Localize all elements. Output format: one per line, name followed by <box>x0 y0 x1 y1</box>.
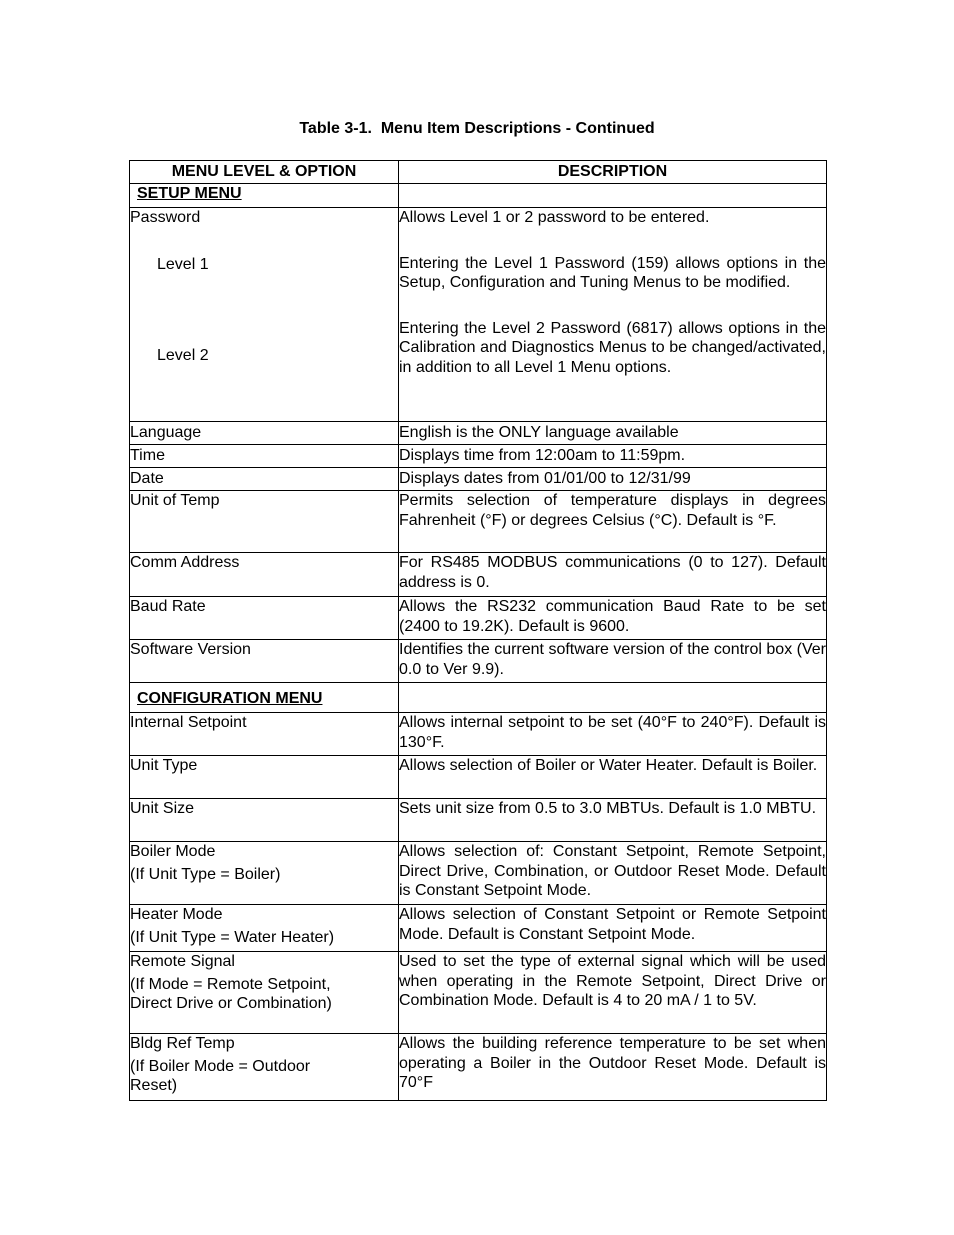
option-description: Allows selection of: Constant Setpoint, Remote Setpoint, Direct Drive, Combination, or Outdoor Reset Mode. Default is Constant Setpoint Mode. <box>399 843 826 899</box>
table-row <box>130 445 827 468</box>
option-description: Identifies the current software version of the control box (Ver 0.0 to Ver 9.9). <box>399 641 826 678</box>
table-row <box>130 422 827 445</box>
option-description: Allows the building reference temperature to be set when operating a Boiler in the Outdoor Reset Mode. Default is 70°F <box>399 1035 826 1091</box>
option-label: Remote Signal <box>130 953 235 970</box>
table-row <box>130 491 827 553</box>
option-label: Baud Rate <box>130 598 206 615</box>
option-label-password: Password <box>130 209 201 226</box>
option-condition: (If Unit Type = Boiler) <box>130 865 281 883</box>
option-label: Date <box>130 470 164 487</box>
table-row-password <box>130 208 827 422</box>
column-header-description: DESCRIPTION <box>399 161 827 184</box>
menu-descriptions-table <box>129 160 827 1101</box>
option-description: Allows selection of Constant Setpoint or Remote Setpoint Mode. Default is Constant Setpoint Mode. <box>399 906 826 943</box>
table-row <box>130 597 827 640</box>
table-row <box>130 468 827 491</box>
section-title-setup-menu: SETUP MENU <box>137 185 242 202</box>
option-description: Allows the RS232 communication Baud Rate to be set (2400 to 19.2K). Default is 9600. <box>399 598 826 635</box>
option-label: Unit Size <box>130 800 195 817</box>
description-level2: Entering the Level 2 Password (6817) allows options in the Calibration and Diagnostics Menus to be changed/activated, in addition to all Level 1 Menu options. <box>399 319 826 376</box>
option-description: For RS485 MODBUS communications (0 to 127). Default address is 0. <box>399 554 826 591</box>
option-label: Boiler Mode <box>130 843 216 860</box>
option-description: Sets unit size from 0.5 to 3.0 MBTUs. Default is 1.0 MBTU. <box>399 800 817 817</box>
option-label: Bldg Ref Temp <box>130 1035 235 1052</box>
table-row <box>130 952 827 1034</box>
option-label: Unit of Temp <box>130 492 220 509</box>
option-description: Displays time from 12:00am to 11:59pm. <box>399 447 686 464</box>
option-condition: (If Unit Type = Water Heater) <box>130 928 335 946</box>
table-row <box>130 713 827 756</box>
description-password: Allows Level 1 or 2 password to be entered. <box>399 209 710 226</box>
option-description: Used to set the type of external signal which will be used when operating in the Remote Setpoint, Direct Drive or Combination Mode. Default is 4 to 20 mA / 1 to 5V. <box>399 953 826 1009</box>
option-label: Software Version <box>130 641 251 658</box>
section-row-setup-menu <box>130 184 827 208</box>
column-header-menu-level: MENU LEVEL & OPTION <box>130 161 399 184</box>
option-description: Permits selection of temperature displays in degrees Fahrenheit (°F) or degrees Celsius (°C). Default is °F. <box>399 492 826 529</box>
option-label-level1: Level 1 <box>157 255 209 273</box>
description-level1: Entering the Level 1 Password (159) allows options in the Setup, Configuration and Tuning Menus to be modified. <box>399 254 826 291</box>
table-row <box>130 1034 827 1101</box>
option-label: Heater Mode <box>130 906 223 923</box>
option-label: Comm Address <box>130 554 240 571</box>
option-description: Allows internal setpoint to be set (40°F to 240°F). Default is 130°F. <box>399 714 826 751</box>
option-label: Unit Type <box>130 757 198 774</box>
section-title-configuration-menu: CONFIGURATION MENU <box>137 690 323 707</box>
table-header-row <box>130 161 827 184</box>
option-condition: (If Boiler Mode = Outdoor Reset) <box>130 1057 311 1094</box>
table-row <box>130 799 827 842</box>
table-row <box>130 756 827 799</box>
option-condition: (If Mode = Remote Setpoint, Direct Drive or Combination) <box>130 975 332 1012</box>
option-label: Language <box>130 424 202 441</box>
table-row <box>130 640 827 683</box>
option-description: English is the ONLY language available <box>399 424 679 441</box>
table-row <box>130 842 827 905</box>
option-label-level2: Level 2 <box>157 347 209 364</box>
option-label: Internal Setpoint <box>130 714 247 731</box>
section-row-configuration-menu <box>130 683 827 713</box>
table-row <box>130 553 827 597</box>
option-label: Time <box>130 447 165 464</box>
table-caption: Table 3-1. Menu Item Descriptions - Continued <box>299 120 655 137</box>
table-row <box>130 905 827 952</box>
option-description: Allows selection of Boiler or Water Heater. Default is Boiler. <box>399 757 818 774</box>
option-description: Displays dates from 01/01/00 to 12/31/99 <box>399 470 691 487</box>
